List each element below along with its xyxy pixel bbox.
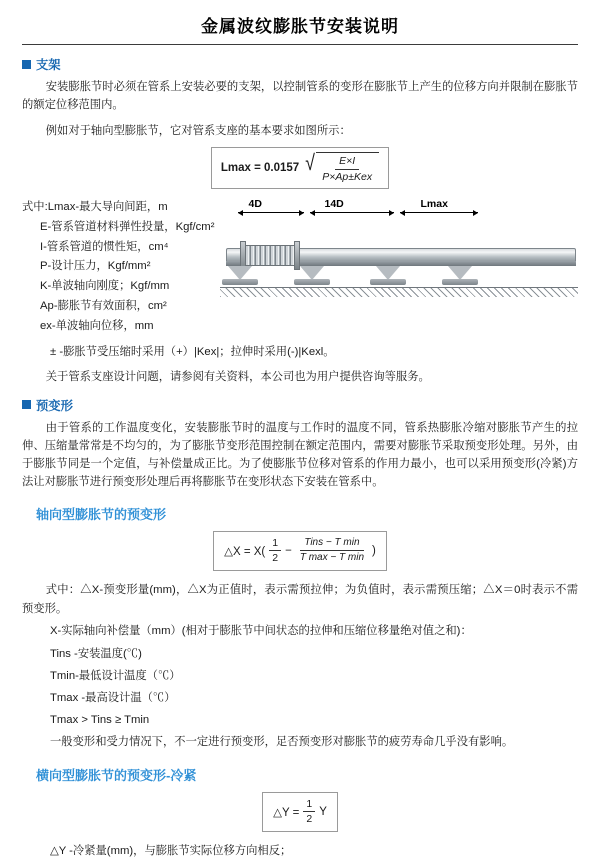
document-body bbox=[0, 55, 600, 861]
expansion-joint-diagram bbox=[220, 198, 578, 310]
equation-lateral-rhs: Y bbox=[319, 805, 327, 818]
square-root-icon: √ $\frac{E\times I}{\text{P×Ap±Kex}}$ bbox=[304, 152, 379, 184]
formula-lmax-denominator: P×Ap±Kex bbox=[322, 171, 373, 184]
definition-item: K-单波轴向刚度；Kgf/mm bbox=[40, 280, 170, 293]
definition-item: ex-单波轴向位移，mm bbox=[40, 319, 154, 332]
subsection-heading-axial: 轴向型膨胀节的预变形 bbox=[36, 506, 167, 522]
formula-lmax-fraction bbox=[318, 155, 376, 184]
square-bullet-icon bbox=[22, 60, 31, 69]
formula-lmax-lhs: Lmax = 0.0157 bbox=[220, 162, 300, 175]
axial-note-2: X-实际轴向补偿量（mm）(相对于膨胀节中间状态的拉伸和压缩位移量绝对值之和)： bbox=[50, 625, 472, 638]
page-title: 金属波纹膨胀节安装说明 bbox=[201, 17, 399, 36]
section-heading-predeform-label: 预变形 bbox=[36, 398, 73, 413]
equation-lateral-half: $\frac{1}{2}$ bbox=[303, 798, 315, 826]
diagram-dimension-labels bbox=[232, 198, 574, 214]
axial-note-1: 式中：△X-预变形量(mm)，△X为正值时，表示需预拉伸；为负值时，表示需预压缩；△X＝0时表示不需预变形。 bbox=[22, 583, 578, 616]
section-heading-bracket-label: 支架 bbox=[36, 58, 61, 72]
dimension-label-4d: 4D bbox=[248, 198, 262, 211]
equation-axial bbox=[22, 531, 578, 571]
lateral-note-1: △Y -冷紧量(mm)，与膨胀节实际位移方向相反； bbox=[50, 844, 292, 857]
definitions-and-figure bbox=[22, 198, 578, 336]
ground-hatching bbox=[220, 287, 578, 297]
pipe-support-1 bbox=[222, 266, 258, 286]
dimension-label-14d: 14D bbox=[324, 198, 344, 211]
definition-item: ± -膨胀节受压缩时采用（+）|Kex|；拉伸时采用(-)|Kexl。 bbox=[50, 345, 335, 358]
axial-note-5: Tmax -最高设计温（℃） bbox=[50, 691, 176, 704]
axial-note-7: 一般变形和受力情况下，不一定进行预变形，足否预变形对膨胀节的疲劳寿命几乎没有影响。 bbox=[50, 736, 514, 749]
pipe-assembly-illustration bbox=[220, 232, 578, 302]
square-bullet-icon bbox=[22, 400, 31, 409]
title-divider bbox=[22, 44, 578, 45]
definition-item: I-管系管道的惯性矩，cm⁴ bbox=[40, 240, 169, 253]
equation-lateral-lhs: △Y = bbox=[273, 806, 300, 819]
axial-note-3: Tins -安装温度(℃) bbox=[50, 647, 142, 660]
bracket-paragraph-2: 例如对于轴向型膨胀节，它对管系支座的基本要求如图所示： bbox=[45, 124, 351, 137]
equation-lateral bbox=[22, 792, 578, 832]
definition-item: P-设计压力，Kgf/mm² bbox=[40, 260, 151, 273]
equation-axial-temp-fraction: $\frac{\text{Tins − T min}}{\text{T max − T min}}$ bbox=[299, 536, 365, 564]
pipe-support-4 bbox=[442, 266, 478, 286]
equation-axial-lhs: △X = X( bbox=[224, 545, 266, 558]
dimension-label-lmax: Lmax bbox=[420, 198, 448, 211]
formula-lmax bbox=[22, 147, 578, 189]
definition-item: Ap-膨胀节有效面积，cm² bbox=[40, 299, 167, 312]
equation-lateral-box bbox=[262, 792, 338, 832]
axial-note-4: Tmin-最低设计温度（℃） bbox=[50, 669, 181, 682]
formula-lmax-numerator: E×I bbox=[335, 155, 359, 170]
definition-item: 式中:Lmax-最大导向间距，m bbox=[22, 201, 168, 214]
pipe-support-3 bbox=[370, 266, 406, 286]
definitions-list bbox=[22, 198, 214, 336]
equation-axial-rhs: ) bbox=[372, 544, 376, 557]
equation-axial-minus: − bbox=[285, 544, 292, 557]
document-page bbox=[0, 12, 600, 857]
formula-lmax-box bbox=[211, 147, 389, 189]
section-heading-predeform bbox=[22, 396, 578, 414]
equation-axial-half: $\frac{1}{2}$ bbox=[269, 537, 281, 565]
definition-item: E-管系管道材料弹性投量，Kgf/cm² bbox=[40, 220, 215, 233]
predeform-paragraph-1: 由于管系的工作温度变化，安装膨胀节时的温度与工作时的温度不同，管系热膨胀冷缩对膨胀节产生的拉伸、压缩量常常是不均匀的，为了膨胀节变形范围控制在额定范围内，需要对膨胀节采取预变形处理。另外，由于膨胀节同是一个定值，与补偿量成正比。为了使膨胀节位移对管系的作用力最小，也可以采用预变形(冷紧)方法让对膨胀节进行预变形处理后再将膨胀节在变形状态下安装在管系中。 bbox=[22, 421, 578, 489]
definition-note-sign bbox=[22, 343, 578, 363]
subsection-heading-lateral: 横向型膨胀节的预变形-冷紧 bbox=[36, 767, 197, 783]
bracket-tail-paragraph: 关于管系支座设计问题，请参阅有关资料，本公司也为用户提供咨询等服务。 bbox=[45, 371, 430, 384]
bellows-element bbox=[244, 245, 296, 266]
bracket-paragraph-1: 安装膨胀节时必须在管系上安装必要的支架，以控制管系的变形在膨胀节上产生的位移方向并限制在膨胀节的额定位移范围内。 bbox=[22, 81, 578, 112]
axial-note-6: Tmax > Tins ≥ Tmin bbox=[50, 714, 150, 727]
pipe-support-2 bbox=[294, 266, 330, 286]
section-heading-bracket bbox=[22, 55, 578, 73]
equation-axial-box bbox=[213, 531, 387, 571]
